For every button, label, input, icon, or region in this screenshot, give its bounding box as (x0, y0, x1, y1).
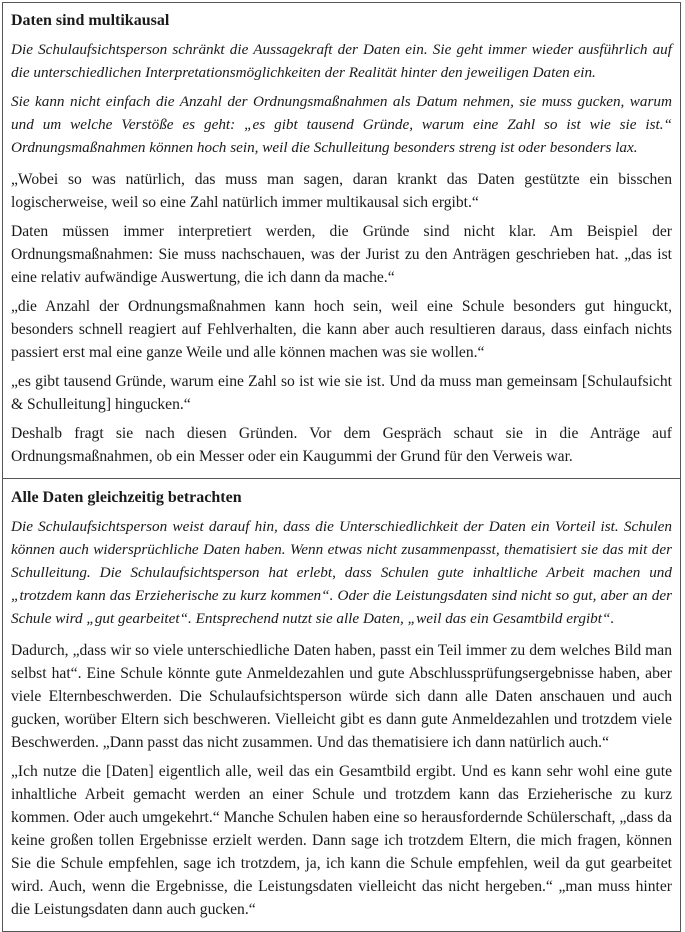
quote-paragraph: „es gibt tausend Gründe, warum eine Zahl so ist wie sie ist. Und da muss man gemeinsam [Schulaufsicht & Schulleitung] hingucken.“ (11, 373, 672, 413)
document-frame (2, 2, 681, 932)
quote-paragraph: „Ich nutze die [Daten] eigentlich alle, weil das ein Gesamtbild ergibt. Und es kann sehr wohl eine gute inhaltliche Arbeit gemacht werden an einer Schule und trotzdem kann das Erzieherische zu kurz kommen. Oder auch umgekehrt.“ Manche Schulen haben eine so herausfordernde Schülerschaft, „dass da keine großen tollen Ergebnisse erzielt werden. Dann sage ich trotzdem Eltern, die mich fragen, können Sie die Schule empfehlen, sage ich trotzdem, ja, ich kann die Schule empfehlen, weil da gut gearbeitet wird. Auch, wenn die Ergebnisse, die Leistungsdaten vielleicht das nicht hergeben.“ „man muss hinter die Leistungsdaten dann auch gucken.“ (11, 763, 672, 918)
summary-paragraph: Die Schulaufsichtsperson schränkt die Aussagekraft der Daten ein. Sie geht immer wieder ausführlich auf die unterschiedlichen Interpretationsmöglichkeiten der Realität hinter den jeweiligen Daten ein. (11, 41, 672, 81)
quote-paragraph: „die Anzahl der Ordnungsmaßnahmen kann hoch sein, weil eine Schule besonders gut hinguckt, besonders schnell reagiert auf Fehlverhalten, die kann aber auch resultieren daraus, dass einfach nichts passiert erst mal eine ganze Weile und alle können machen was sie wollen.“ (11, 298, 672, 361)
body-paragraph: Daten müssen immer interpretiert werden, die Gründe sind nicht klar. Am Beispiel der Ordnungsmaßnahmen: Sie muss nachschauen, was der Jurist zu den Anträgen geschrieben hat. „das ist eine relativ aufwändige Auswertung, die ich dann da mache.“ (11, 223, 672, 286)
body-paragraph: Dadurch, „dass wir so viele unterschiedliche Daten haben, passt ein Teil immer zu dem welches Bild man selbst hat“. Eine Schule könnte gute Anmeldezahlen und gute Abschlussprüfungsergebnisse haben, aber viele Elternbeschwerden. Die Schulaufsichtsperson würde sich dann alle Daten anschauen und auch gucken, worüber Eltern sich beschweren. Vielleicht gibt es dann gute Anmeldezahlen und trotzdem viele Beschwerden. „Dann passt das nicht zusammen. Und das thematisiere ich dann natürlich auch.“ (11, 642, 672, 751)
quote-paragraph: „Wobei so was natürlich, das muss man sagen, daran krankt das Daten gestützte ein bisschen logischerweise, weil so eine Zahl natürlich immer multikausal sich ergibt.“ (11, 171, 672, 211)
section-alle-daten (3, 479, 680, 931)
section-daten-multikausal (3, 3, 680, 479)
section-title: Alle Daten gleichzeitig betrachten (11, 489, 242, 506)
summary-paragraph: Die Schulaufsichtsperson weist darauf hin, dass die Unterschiedlichkeit der Daten ein Vorteil ist. Schulen können auch widersprüchliche Daten haben. Wenn etwas nicht zusammenpasst, thematisiert sie das mit der Schulleitung. Die Schulaufsichtsperson hat erlebt, dass Schulen gute inhaltliche Arbeit machen und „trotzdem kann das Erzieherische zu kurz kommen“. Oder die Leistungsdaten sind nicht so gut, aber an der Schule wird „gut gearbeitet“. Entsprechend nutzt sie alle Daten, „weil das ein Gesamtbild ergibt“. (11, 518, 672, 627)
section-title: Daten sind multikausal (11, 12, 170, 29)
summary-paragraph: Sie kann nicht einfach die Anzahl der Ordnungsmaßnahmen als Datum nehmen, sie muss gucken, warum und um welche Verstöße es geht: „es gibt tausend Gründe, warum eine Zahl so ist wie sie ist.“ Ordnungsmaßnahmen können hoch sein, weil die Schulleitung besonders streng ist oder besonders lax. (11, 93, 672, 156)
body-paragraph: Deshalb fragt sie nach diesen Gründen. Vor dem Gespräch schaut sie in die Anträge auf Ordnungsmaßnahmen, ob ein Messer oder ein Kaugummi der Grund für den Verweis war. (11, 425, 672, 465)
